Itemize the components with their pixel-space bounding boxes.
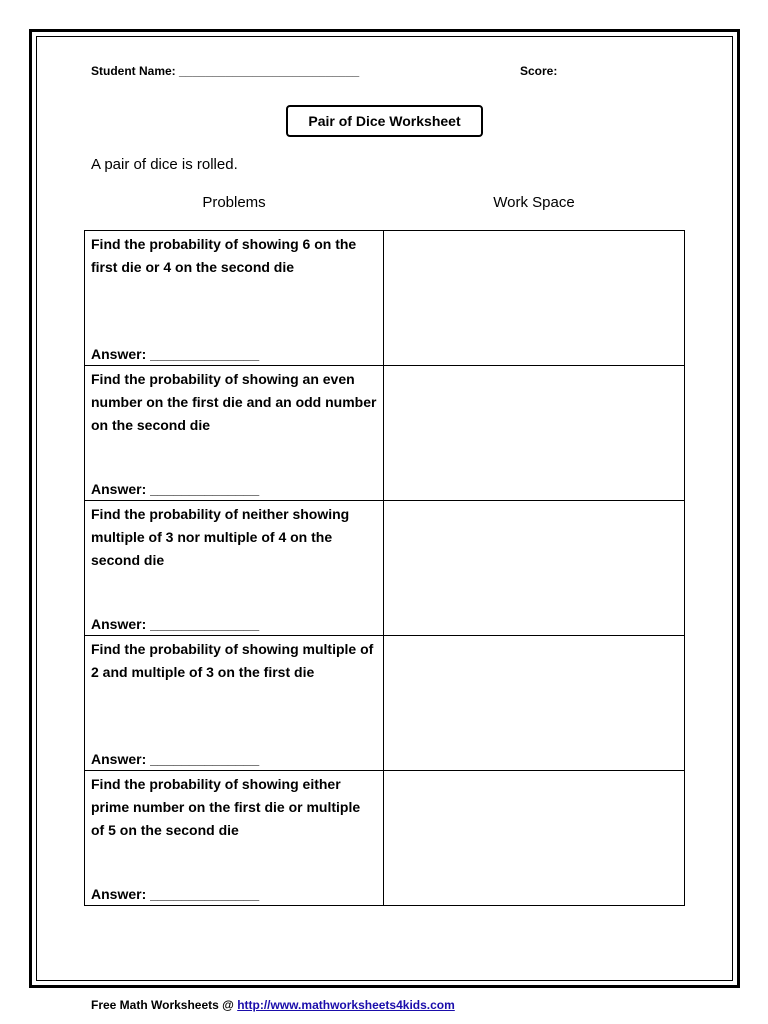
table-row [85,231,685,366]
answer-field[interactable]: Answer: ______________ [91,616,260,632]
problem-cell [85,231,384,366]
table-row [85,771,685,906]
work-space-column-header: Work Space [493,194,575,211]
work-space-cell[interactable] [384,366,685,501]
table-row [85,366,685,501]
work-space-cell[interactable] [384,771,685,906]
table-row [85,636,685,771]
footer [91,998,455,1012]
work-space-cell[interactable] [384,501,685,636]
answer-field[interactable]: Answer: ______________ [91,481,260,497]
worksheet-title: Pair of Dice Worksheet [286,105,483,137]
footer-prefix: Free Math Worksheets @ [91,998,238,1012]
score-label: Score: [520,64,558,78]
problem-question: Find the probability of showing an even number on the first die and an odd number on the second die [91,371,377,433]
answer-field[interactable]: Answer: ______________ [91,346,260,362]
student-name-field[interactable]: Student Name: ___________________________ [91,64,360,78]
problem-cell [85,501,384,636]
problem-question: Find the probability of neither showing multiple of 3 nor multiple of 4 on the second die [91,506,350,568]
problem-cell [85,771,384,906]
problem-question: Find the probability of showing multiple of 2 and multiple of 3 on the first die [91,641,374,680]
problem-question: Find the probability of showing either prime number on the first die or multiple of 5 on the second die [91,776,361,838]
table-row [85,501,685,636]
answer-field[interactable]: Answer: ______________ [91,886,260,902]
intro-text: A pair of dice is rolled. [91,156,238,173]
problem-cell [85,366,384,501]
work-space-cell[interactable] [384,636,685,771]
problem-question: Find the probability of showing 6 on the first die or 4 on the second die [91,236,357,275]
problem-cell [85,636,384,771]
work-space-cell[interactable] [384,231,685,366]
answer-field[interactable]: Answer: ______________ [91,751,260,767]
problems-column-header: Problems [202,194,266,211]
footer-link[interactable]: http://www.mathworksheets4kids.com [237,998,455,1012]
problems-table [84,230,685,906]
